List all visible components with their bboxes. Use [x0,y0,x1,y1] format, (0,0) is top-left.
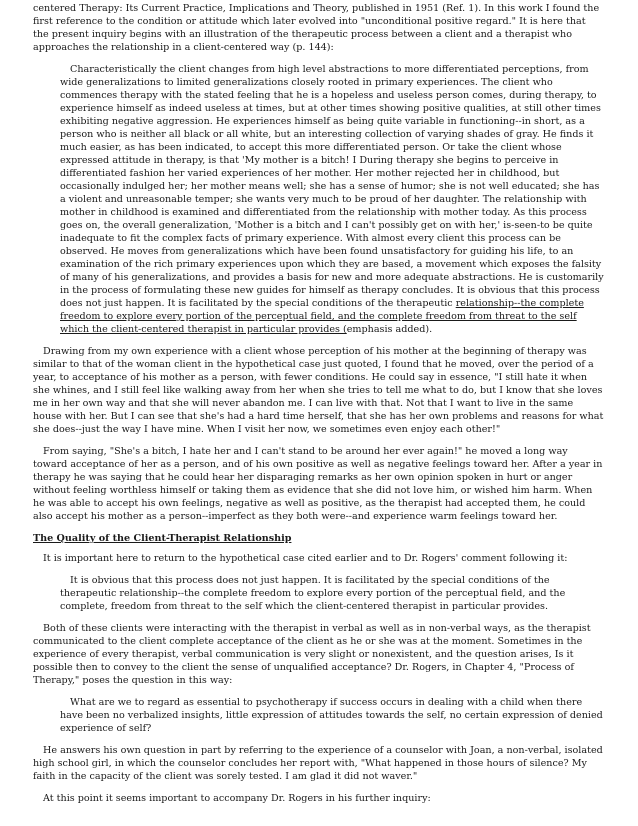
block-quote-process [60,63,604,336]
block-quote-emphasis: relationship--the complete freedom to explore every portion of the perceptual field, and the complete freedom from threat to the self which the client-centered therapist in particular provides ( [60,298,584,335]
paragraph-verbal-nonverbal: Both of these clients were interacting with the therapist in verbal as well as in non-verbal ways, as the therapist communicated to the client complete acceptance of the client as he or she was at the moment. Sometimes in the experience of every therapist, verbal communication is very slight or nonexistent, and the question arises, Is it possible then to convey to the client the sense of unqualified acceptance? Dr. Rogers, in Chapter 4, "Process of Therapy," poses the question in this way: [33,623,591,686]
paragraph-return-case: It is important here to return to the hypothetical case cited earlier and to Dr. Rogers' comment following it: [43,553,568,564]
block-quote-body: Characteristically the client changes from high level abstractions to more differentiated perceptions, from wide generalizations to limited generalizations closely rooted in primary experiences. The client who commences therapy with the stated feeling that he is a hopeless and useless person comes, during therapy, to experience himself as indeed useless at times, but at other times showing positive qualities, at still other times exhibiting negative aggression. He experiences himself as being quite variable in functioning--in short, as a person who is neither all black or all white, but an interesting collection of varying shades of gray. He finds it much easier, as has been indicated, to accept this more differentiated person. Or take the client whose expressed attitude in therapy, is that 'My mother is a bitch! I During therapy she begins to perceive in differentiated fashion her varied experiences of her mother. Her mother rejected her in childhood, but occasionally indulged her; her mother means well; she has a sense of humor; she is not well educated; she has a violent and unreasonable temper; she wants very much to be proud of her daughter. The relationship with mother in childhood is examined and differentiated from the relationship with mother today. As this process goes on, the overall generalization, 'Mother is a bitch and I can't possibly get on with her,' is-seen-to be quite inadequate to fit the complex facts of primary experience. With almost every client this process can be observed. He moves from generalizations which have been found unsatisfactory for guiding his life, to an examination of the rich primary experiences upon which they are based, a movement which exposes the falsity of many of his generalizations, and provides a basis for new and more adequate abstractions. He is customarily in the process of formulating these new guides for himself as therapy concludes. It is obvious that this process does not just happen. It is facilitated by the special conditions of the therapeutic [60,64,604,309]
block-quote-question: What are we to regard as essential to psychotherapy if success occurs in dealing with a child when there have been no verbalized insights, little expression of attitudes towards the self, no certain expression of denied experience of self? [60,697,603,734]
paragraph-client-mother: Drawing from my own experience with a client whose perception of his mother at the beginning of therapy was similar to that of the woman client in the hypothetical case just quoted, I found that he moved, over the period of a year, to acceptance of his mother as a person, with fewer conditions. He could say in essence, "I still hate it when she whines, and I still feel like walking away from her when she tries to tell me what to do, but I know that she loves me in her own way and that she will never abandon me. I can live with that. Not that I want to live in the same house with her. But I can see that she's had a hard time herself, that she has her own problems and reasons for what she does--just the way I have mine. When I visit her now, we sometimes even enjoy each other!" [33,346,604,435]
paragraph-joan: He answers his own question in part by referring to the experience of a counselor with Joan, a non-verbal, isolated high school girl, in which the counselor concludes her report with, "What happened in those hours of silence? My faith in the capacity of the client was sorely tested. I am glad it did not waver." [33,745,603,782]
paragraph-acceptance: From saying, "She's a bitch, I hate her and I can't stand to be around her ever again!" he moved a long way toward acceptance of her as a person, and of his own positive as well as negative feelings toward her. After a year in therapy he was saying that he could hear her disparaging remarks as her own opinion spoken in hurt or anger without feeling worthless himself or taking them as evidence that she did not love him, or wished him harm. When he was able to accept his own feelings, negative as well as positive, as the therapist had accepted them, he could also accept his mother as a person--imperfect as they both were--and experience warm feelings toward her. [33,446,603,522]
section-heading: The Quality of the Client-Therapist Relationship [33,533,292,544]
block-quote-obvious: It is obvious that this process does not just happen. It is facilitated by the special conditions of the therapeutic relationship--the complete freedom to explore every portion of the perceptual field, and the complete, freedom from threat to the self which the client-centered therapist in particular provides. [60,575,566,612]
paragraph-further-inquiry: At this point it seems important to accompany Dr. Rogers in his further inquiry: [43,793,431,804]
intro-paragraph: centered Therapy: Its Current Practice, Implications and Theory, published in 1951 (Ref. 1). In this work I found the first reference to the condition or attitude which later evolved into "unconditional positive regard." It is here that the present inquiry begins with an illustration of the therapeutic process between a client and a therapist who approaches the relationship in a client-centered way (p. 144): [33,3,600,53]
block-quote-tail: emphasis added). [346,324,433,335]
